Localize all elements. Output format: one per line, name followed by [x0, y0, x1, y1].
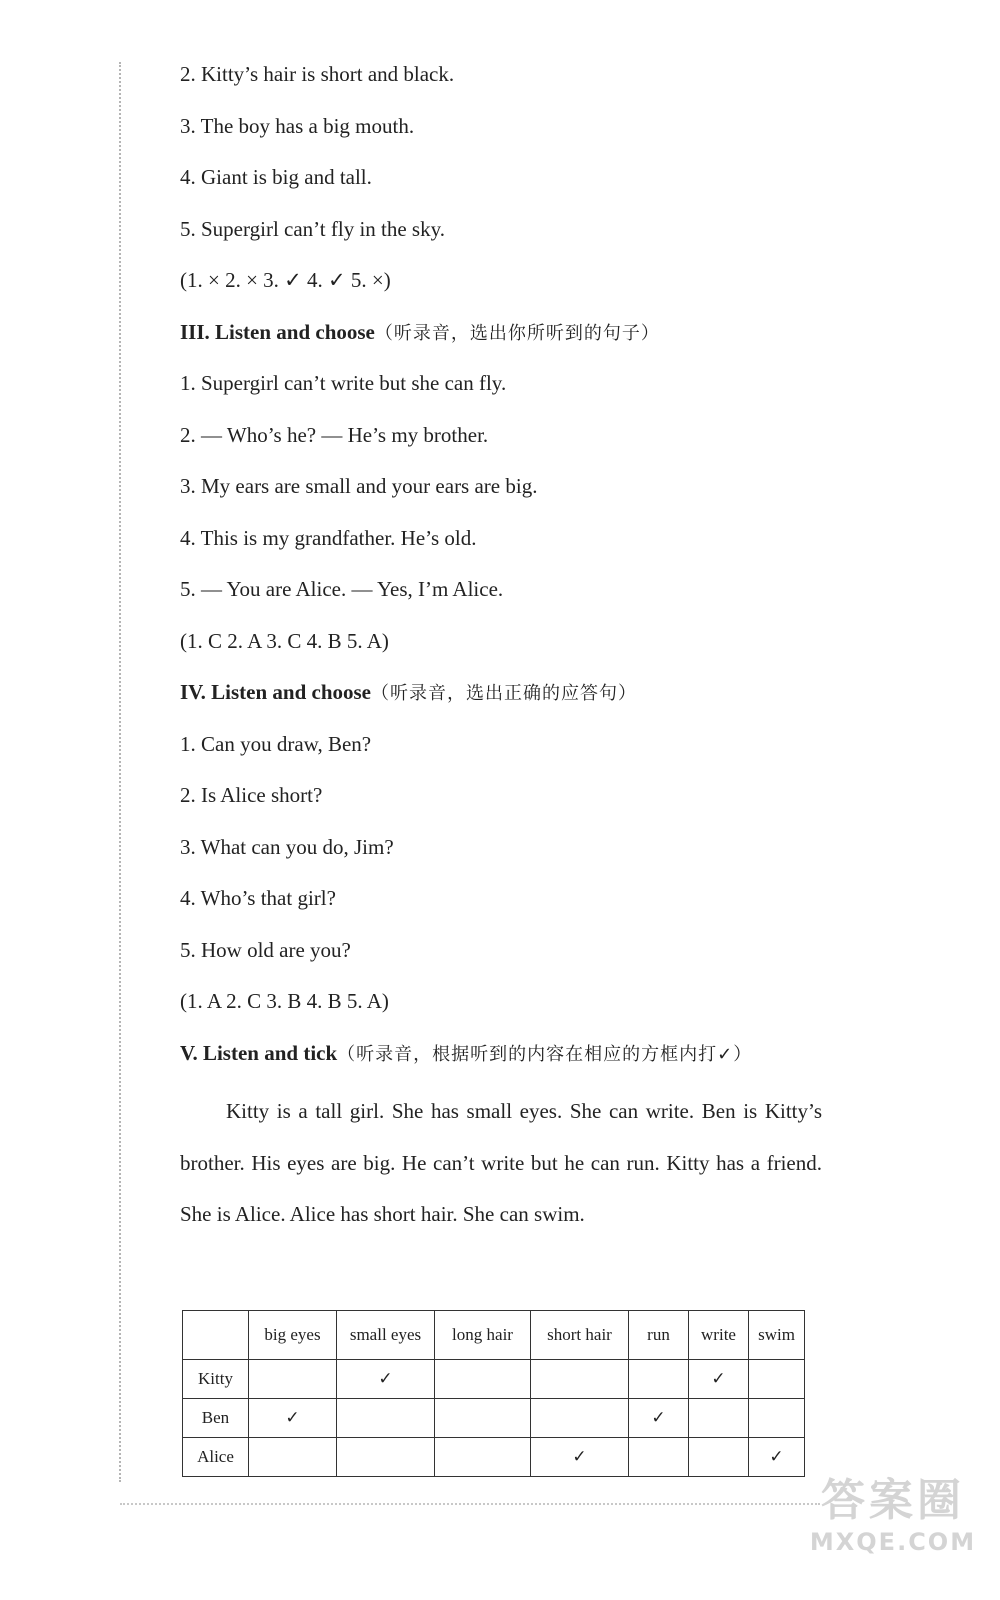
section-title: III. Listen and choose — [180, 319, 375, 344]
answer-line: 3. The boy has a big mouth. — [180, 113, 415, 138]
section-note: （听录音，选出你所听到的句子） — [374, 322, 660, 344]
table-header-cell: swim — [749, 1311, 805, 1360]
table-cell: ✓ — [249, 1399, 337, 1438]
table-cell — [531, 1399, 629, 1438]
table-cell: ✓ — [531, 1438, 629, 1477]
table-cell — [749, 1399, 805, 1438]
answer-line: 2. — Who’s he? — He’s my brother. — [180, 422, 489, 447]
table-row — [183, 1438, 805, 1477]
section-title: V. Listen and tick — [180, 1040, 338, 1065]
table-cell — [249, 1360, 337, 1399]
table-header-cell: short hair — [531, 1311, 629, 1360]
table-header-row — [183, 1311, 805, 1360]
section-note: （听录音，选出正确的应答句） — [371, 683, 637, 704]
table-row — [183, 1399, 805, 1438]
table-header-cell: write — [689, 1311, 749, 1360]
answer-line: 3. My ears are small and your ears are big. — [180, 474, 538, 498]
answer-line: 5. How old are you? — [180, 937, 351, 962]
table-cell — [435, 1438, 531, 1477]
watermark-url: MXQE.COM — [809, 1528, 977, 1556]
table-row-label: Kitty — [183, 1360, 249, 1399]
table-corner-cell — [183, 1311, 249, 1360]
table-header-cell: long hair — [435, 1311, 531, 1360]
answer-key-line: (1. × 2. × 3. ✓ 4. ✓ 5. ×) — [180, 268, 391, 292]
answer-line: 1. Supergirl can’t write but she can fly. — [180, 371, 507, 395]
watermark-logo — [808, 1474, 978, 1564]
section-heading-v — [180, 1033, 830, 1085]
table-cell — [689, 1438, 749, 1477]
table-cell: ✓ — [689, 1360, 749, 1399]
answer-line: 3. What can you do, Jim? — [180, 834, 394, 859]
table-cell — [435, 1399, 531, 1438]
answer-line: 4. Who’s that girl? — [180, 886, 336, 910]
table-cell — [629, 1360, 689, 1399]
table-cell: ✓ — [337, 1360, 435, 1399]
table-cell — [629, 1438, 689, 1477]
section-title: IV. Listen and choose — [180, 680, 371, 704]
section-heading-iv — [180, 672, 830, 724]
section-note: （听录音，根据听到的内容在相应的方框内打✓） — [337, 1043, 753, 1065]
table-header-cell: small eyes — [337, 1311, 435, 1360]
table-cell — [435, 1360, 531, 1399]
table-cell — [337, 1399, 435, 1438]
section-heading-iii — [180, 312, 830, 364]
table-row — [183, 1360, 805, 1399]
answer-content — [180, 54, 830, 1241]
listening-passage — [180, 1086, 822, 1241]
passage-text: Kitty is a tall girl. She has small eyes. She can write. Ben is Kitty’s brother. His eyes are big. He can’t write but he can run. Kitty has a friend. She is Alice. Alice has short hair. She can swim. — [180, 1099, 822, 1226]
answer-line: 5. Supergirl can’t fly in the sky. — [180, 216, 445, 241]
table-header-cell: big eyes — [249, 1311, 337, 1360]
table-cell — [337, 1438, 435, 1477]
answer-line: 4. Giant is big and tall. — [180, 165, 372, 189]
table-cell — [249, 1438, 337, 1477]
table-cell — [531, 1360, 629, 1399]
answer-line: 5. — You are Alice. — Yes, I’m Alice. — [180, 577, 504, 601]
answer-key-line: (1. C 2. A 3. C 4. B 5. A) — [180, 628, 389, 653]
table-cell — [689, 1399, 749, 1438]
binding-margin-line — [119, 62, 121, 1482]
answer-line: 1. Can you draw, Ben? — [180, 731, 372, 756]
watermark-text: 答案圈 — [821, 1475, 965, 1526]
table-cell: ✓ — [749, 1438, 805, 1477]
table-row-label: Ben — [183, 1399, 249, 1438]
table-header-cell: run — [629, 1311, 689, 1360]
answer-line: 2. Is Alice short? — [180, 783, 323, 807]
table-cell: ✓ — [629, 1399, 689, 1438]
table-row-label: Alice — [183, 1438, 249, 1477]
table-cell — [749, 1360, 805, 1399]
footer-dotted-line — [120, 1503, 820, 1505]
answer-line: 4. This is my grandfather. He’s old. — [180, 525, 477, 550]
answer-line: 2. Kitty’s hair is short and black. — [180, 62, 455, 86]
answer-key-line: (1. A 2. C 3. B 4. B 5. A) — [180, 989, 389, 1013]
tick-table — [182, 1310, 805, 1477]
